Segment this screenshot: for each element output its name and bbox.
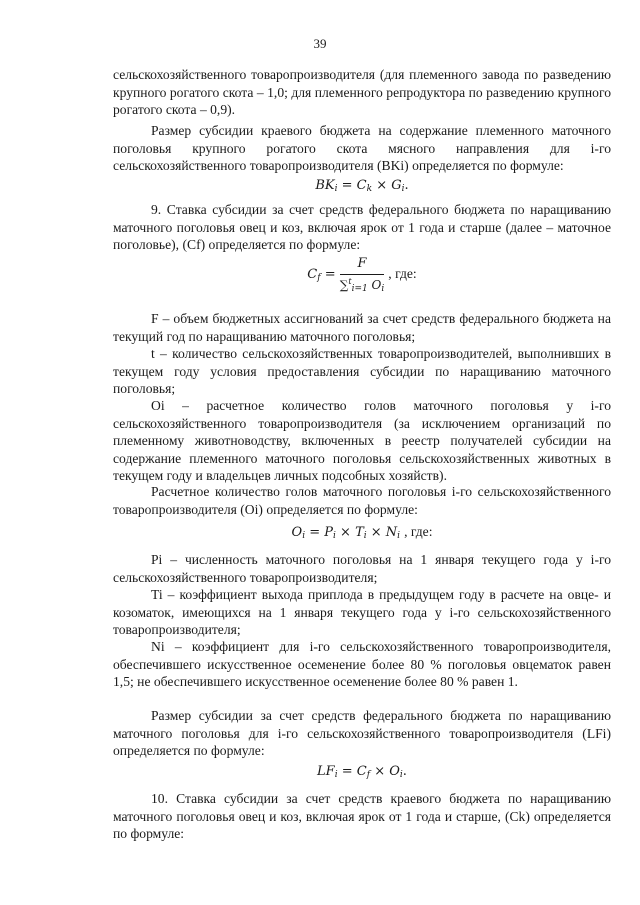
paragraph: Ti – коэффициент выхода приплода в предыдущем году в расчете на овце- и козоматок, имеющихся на 1 января текущего года у i-го сельскохозяйственного товаропроизводителя; [113,587,611,638]
formula-cf: $C_f$ = $\frac{F}{\sum^t_{i=1} O_i}$ , где: [307,256,417,294]
paragraph: Размер субсидии краевого бюджета на содержание племенного маточного поголовья крупного рогатого скота мясного направления для i-го сельскохозяйственного товаропроизводителя (BKi) определяется по формуле: [113,123,611,174]
paragraph: t – количество сельскохозяйственных товаропроизводителей, выполнивших в текущем году условия предоставления субсидии по наращиванию маточного поголовья; [113,346,611,397]
paragraph: 10. Ставка субсидии за счет средств краевого бюджета по наращиванию маточного поголовья овец и коз, включая ярок от 1 года и старше, (Ck) определяется по формуле: [113,791,611,842]
paragraph: Ni – коэффициент для i-го сельскохозяйственного товаропроизводителя, обеспечившего искусственное осеменение более 80 % поголовья овцематок равен 1,5; не обеспечившего искусственное осеменение более 80 % равен 1. [113,639,611,690]
paragraph: Pi – численность маточного поголовья на 1 января текущего года у i-го сельскохозяйственного товаропроизводителя; [113,552,611,585]
paragraph: Расчетное количество голов маточного поголовья i-го сельскохозяйственного товаропроизводителя (Oi) определяется по формуле: [113,484,611,517]
page-number: 39 [313,36,327,51]
formula-lf: $LF_i = C_f \times O_i$. [317,764,407,780]
paragraph: сельскохозяйственного товаропроизводителя (для племенного завода по разведению крупного рогатого скота – 1,0; для племенного репродуктора по разведению крупного рогатого скота – 0,9). [113,67,611,118]
formula-oi: $O_i = P_i \times T_i \times N_i$ , где: [291,524,433,541]
fraction: $\frac{F}{\sum^t_{i=1} O_i}$ [339,256,385,294]
paragraph: 9. Ставка субсидии за счет средств федерального бюджета по наращиванию маточного поголовья овец и коз, включая ярок от 1 года и старше (далее – маточное поголовье), (Cf) определяется по формуле: [113,202,611,253]
formula-bk: $BK_i = C_k \times G_i$. [315,178,409,194]
paragraph: Размер субсидии за счет средств федерального бюджета по наращиванию маточного поголовья для i-го сельскохозяйственного товаропроизводителя (LFi) определяется по формуле: [113,708,611,759]
paragraph: Oi – расчетное количество голов маточного поголовья у i-го сельскохозяйственного товаропроизводителя (за исключением организаций по племенному животноводству, включенных в реестр получателей субсидии на содержание племенного маточного поголовья сельскохозяйственных животных в текущем году и владельцев личных подсобных хозяйств). [113,398,611,484]
paragraph: F – объем бюджетных ассигнований за счет средств федерального бюджета на текущий год по наращиванию маточного поголовья; [113,311,611,344]
